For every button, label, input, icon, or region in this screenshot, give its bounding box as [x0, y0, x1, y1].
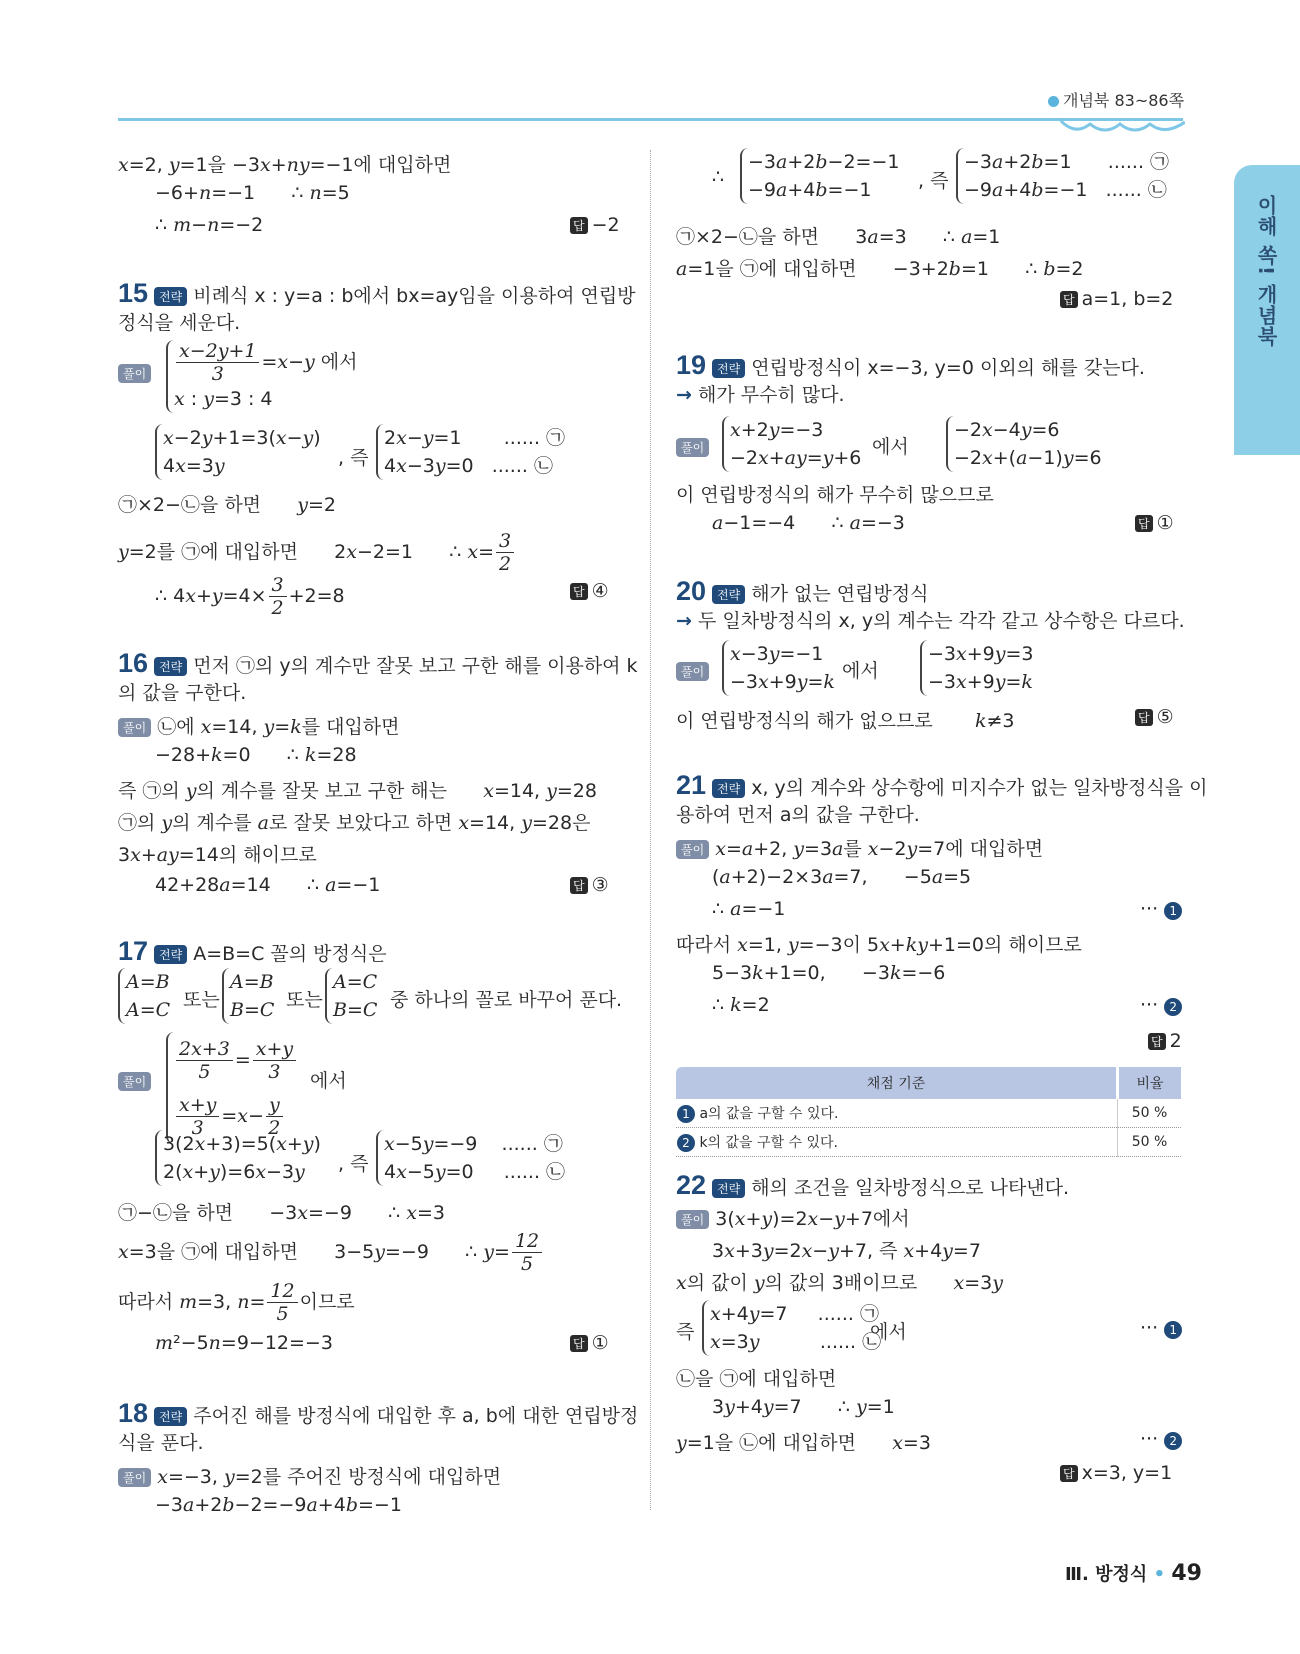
answer: 답 ⑤	[1135, 706, 1174, 728]
wave-decoration-icon	[1060, 118, 1185, 136]
text: 에서	[842, 660, 879, 682]
solution-badge: 풀이	[118, 1070, 151, 1092]
system-equation: A=B A=C	[118, 968, 170, 1024]
problem-16-strategy-cont: 의 값을 구한다.	[118, 682, 247, 704]
system-equation: $\frac{x-2y+1}{3}$ =x−y 에서 x : y=3 : 4	[166, 340, 358, 413]
answer: 답 a=1, b=2	[1060, 288, 1173, 310]
text: 에서	[870, 1321, 907, 1343]
page-footer: Ⅲ. 방정식 • 49	[1065, 1561, 1202, 1586]
problem-18-heading: 18 전략 주어진 해를 방정식에 대입한 후 a, b에 대한 연립방정	[118, 1398, 639, 1428]
text: 에서	[872, 436, 909, 458]
system-equation: −2x−4y=6 −2x+(a−1)y=6	[946, 416, 1102, 472]
system-equation: x−2y+1=3(x−y) 4x=3y	[155, 424, 321, 480]
text-line: x=3을 ㉠에 대입하면 3−5y=−9 ∴ y= $\frac{12}{5}$	[118, 1230, 544, 1275]
system-equation: 3(2x+3)=5(x+y) 2(x+y)=6x−3y	[155, 1130, 321, 1186]
problem-21-heading: 21 전략 x, y의 계수와 상수항에 미지수가 없는 일차방정식을 이	[676, 770, 1208, 800]
text-line: 3x+3y=2x−y+7, 즉 x+4y=7	[712, 1240, 981, 1262]
text-line: 이 연립방정식의 해가 없으므로 k≠3	[676, 710, 1015, 732]
text-line: ∴ 4x+y=4× $\frac{3}{2}$ +2=8	[155, 574, 345, 619]
text-line: 42+28a=14 ∴ a=−1	[155, 874, 381, 896]
system-equation: 2x−y=1 ...... ㉠ 4x−3y=0 ...... ㉡	[376, 424, 565, 480]
text: 또는	[286, 989, 323, 1011]
text-line: m²−5n=9−12=−3	[155, 1332, 333, 1354]
problem-19-strategy-cont: → 해가 무수히 많다.	[676, 384, 845, 406]
text-line: 따라서 x=1, y=−3이 5x+ky+1=0의 해이므로	[676, 934, 1082, 956]
text-line: ㉠×2−㉡을 하면 3a=3 ∴ a=1	[676, 226, 1001, 248]
text-line: ∴ k=2	[712, 994, 770, 1016]
page-reference: 개념북 83~86쪽	[1048, 88, 1184, 111]
solution-badge: 풀이	[676, 660, 709, 682]
problem-20-heading: 20 전략 해가 없는 연립방정식	[676, 576, 929, 606]
problem-21-strategy-cont: 용하여 먼저 a의 값을 구한다.	[676, 804, 920, 826]
text-line: a−1=−4 ∴ a=−3	[712, 512, 905, 534]
answer: 답 2	[1148, 1030, 1182, 1052]
text: , 즉	[338, 447, 369, 469]
text-line: 따라서 m=3, n= $\frac{12}{5}$ 이므로	[118, 1280, 355, 1325]
system-equation: −3a+2b−2=−1 −9a+4b=−1	[740, 148, 899, 204]
text: , 즉	[918, 170, 949, 192]
text-line: 풀이 x=−3, y=2를 주어진 방정식에 대입하면	[118, 1462, 501, 1489]
text-line: ㉠−㉡을 하면 −3x=−9 ∴ x=3	[118, 1202, 446, 1224]
text-line: 3y+4y=7 ∴ y=1	[712, 1396, 895, 1418]
problem-16-heading: 16 전략 먼저 ㉠의 y의 계수만 잘못 보고 구한 해를 이용하여 k	[118, 648, 638, 678]
text-line: 5−3k+1=0, −3k=−6	[712, 962, 946, 984]
solution-badge: 풀이	[118, 362, 151, 384]
solution-badge: 풀이	[676, 436, 709, 458]
text-line: ∴ a=−1	[712, 898, 786, 920]
text-line: 풀이 x=a+2, y=3a를 x−2y=7에 대입하면	[676, 834, 1043, 861]
text-line: x=2, y=1을 −3x+ny=−1에 대입하면	[118, 154, 452, 176]
text-line: y=2를 ㉠에 대입하면 2x−2=1 ∴ x= $\frac{3}{2}$	[118, 530, 516, 575]
text-line: ㉠×2−㉡을 하면 y=2	[118, 494, 337, 516]
system-equation: x−5y=−9 ...... ㉠ 4x−5y=0 ...... ㉡	[376, 1130, 565, 1186]
answer: 답 ④	[570, 580, 609, 602]
answer: 답 −2	[570, 214, 620, 236]
system-equation: A=B B=C	[222, 968, 274, 1024]
problem-18-strategy-cont: 식을 푼다.	[118, 1432, 204, 1454]
text-line: ∴ m−n=−2	[155, 214, 264, 236]
scoring-header: 비율	[1118, 1067, 1182, 1099]
answer: 답 ①	[570, 1332, 609, 1354]
text-line: a=1을 ㉠에 대입하면 −3+2b=1 ∴ b=2	[676, 258, 1084, 280]
text-line: −28+k=0 ∴ k=28	[155, 744, 357, 766]
text-line: x의 값이 y의 값의 3배이므로 x=3y	[676, 1272, 1003, 1294]
system-equation: −3x+9y=3 −3x+9y=k	[920, 640, 1034, 696]
text: 또는	[183, 989, 220, 1011]
scoring-row-pct: 50 %	[1118, 1128, 1182, 1157]
text-line: y=1을 ㉡에 대입하면 x=3	[676, 1432, 931, 1454]
text-line: −3a+2b−2=−9a+4b=−1	[155, 1494, 402, 1516]
system-equation: x+2y=−3 −2x+ay=y+6	[722, 416, 861, 472]
side-tab[interactable]: 이해 쏙! 개념북	[1234, 165, 1300, 455]
answer: 답 ③	[570, 874, 609, 896]
text-line: ㉡을 ㉠에 대입하면	[676, 1368, 837, 1390]
answer: 답 x=3, y=1	[1060, 1462, 1172, 1484]
system-equation: A=C B=C	[325, 968, 377, 1024]
problem-22-heading: 22 전략 해의 조건을 일차방정식으로 나타낸다.	[676, 1170, 1070, 1200]
problem-19-heading: 19 전략 연립방정식이 x=−3, y=0 이외의 해를 갖는다.	[676, 350, 1145, 380]
scoring-row-pct: 50 %	[1118, 1099, 1182, 1128]
text-line: (a+2)−2×3a=7, −5a=5	[712, 866, 972, 888]
scoring-table	[676, 1067, 1181, 1157]
problem-20-strategy-cont: → 두 일차방정식의 x, y의 계수는 각각 같고 상수항은 다르다.	[676, 610, 1185, 632]
step-marker-2: ··· 2	[1140, 1428, 1182, 1450]
system-equation: $\frac{2x+3}{5}$ = $\frac{x+y}{3}$ $\frac{x+y}{3}$ =x− $\frac{y}{2}$	[166, 1032, 298, 1144]
text: 에서	[310, 1070, 347, 1092]
text-line: 이 연립방정식의 해가 무수히 많으므로	[676, 484, 994, 506]
step-marker-1: ··· 1	[1140, 1317, 1182, 1339]
column-divider	[650, 150, 651, 1510]
problem-15-heading: 15 전략 비례식 x : y=a : b에서 bx=ay임을 이용하여 연립방	[118, 278, 636, 308]
system-equation: x−3y=−1 −3x+9y=k	[722, 640, 835, 696]
text-line: 3x+ay=14의 해이므로	[118, 844, 317, 866]
header-rule	[118, 118, 1183, 121]
text-line: ㉠의 y의 계수를 a로 잘못 보았다고 하면 x=14, y=28은	[118, 812, 591, 834]
scoring-header: 채점 기준	[676, 1067, 1118, 1099]
step-marker-1: ··· 1	[1140, 898, 1182, 920]
scoring-row-label: 1 a의 값을 구할 수 있다.	[676, 1099, 1118, 1128]
text: ∴	[712, 166, 725, 188]
text-line: −6+n=−1 ∴ n=5	[155, 182, 350, 204]
step-marker-2: ··· 2	[1140, 994, 1182, 1016]
scoring-row-label: 2 k의 값을 구할 수 있다.	[676, 1128, 1118, 1157]
system-equation: −3a+2b=1 ...... ㉠ −9a+4b=−1 ...... ㉡	[956, 148, 1169, 204]
text: , 즉	[338, 1153, 369, 1175]
text: 중 하나의 꼴로 바꾸어 푼다.	[390, 989, 623, 1011]
bullet-dot-icon	[1048, 96, 1059, 107]
problem-17-heading: 17 전략 A=B=C 꼴의 방정식은	[118, 936, 387, 966]
text-line: 풀이 3(x+y)=2x−y+7에서	[676, 1204, 910, 1231]
text-line: 풀이 ㉡에 x=14, y=k를 대입하면	[118, 712, 400, 739]
text-line: 즉 ㉠의 y의 계수를 잘못 보고 구한 해는 x=14, y=28	[118, 780, 597, 802]
problem-15-strategy-cont: 정식을 세운다.	[118, 312, 241, 334]
answer: 답 ①	[1135, 512, 1174, 534]
system-equation: x+4y=7 ...... ㉠ x=3y ...... ㉡	[702, 1300, 881, 1356]
text: 즉	[676, 1321, 695, 1343]
